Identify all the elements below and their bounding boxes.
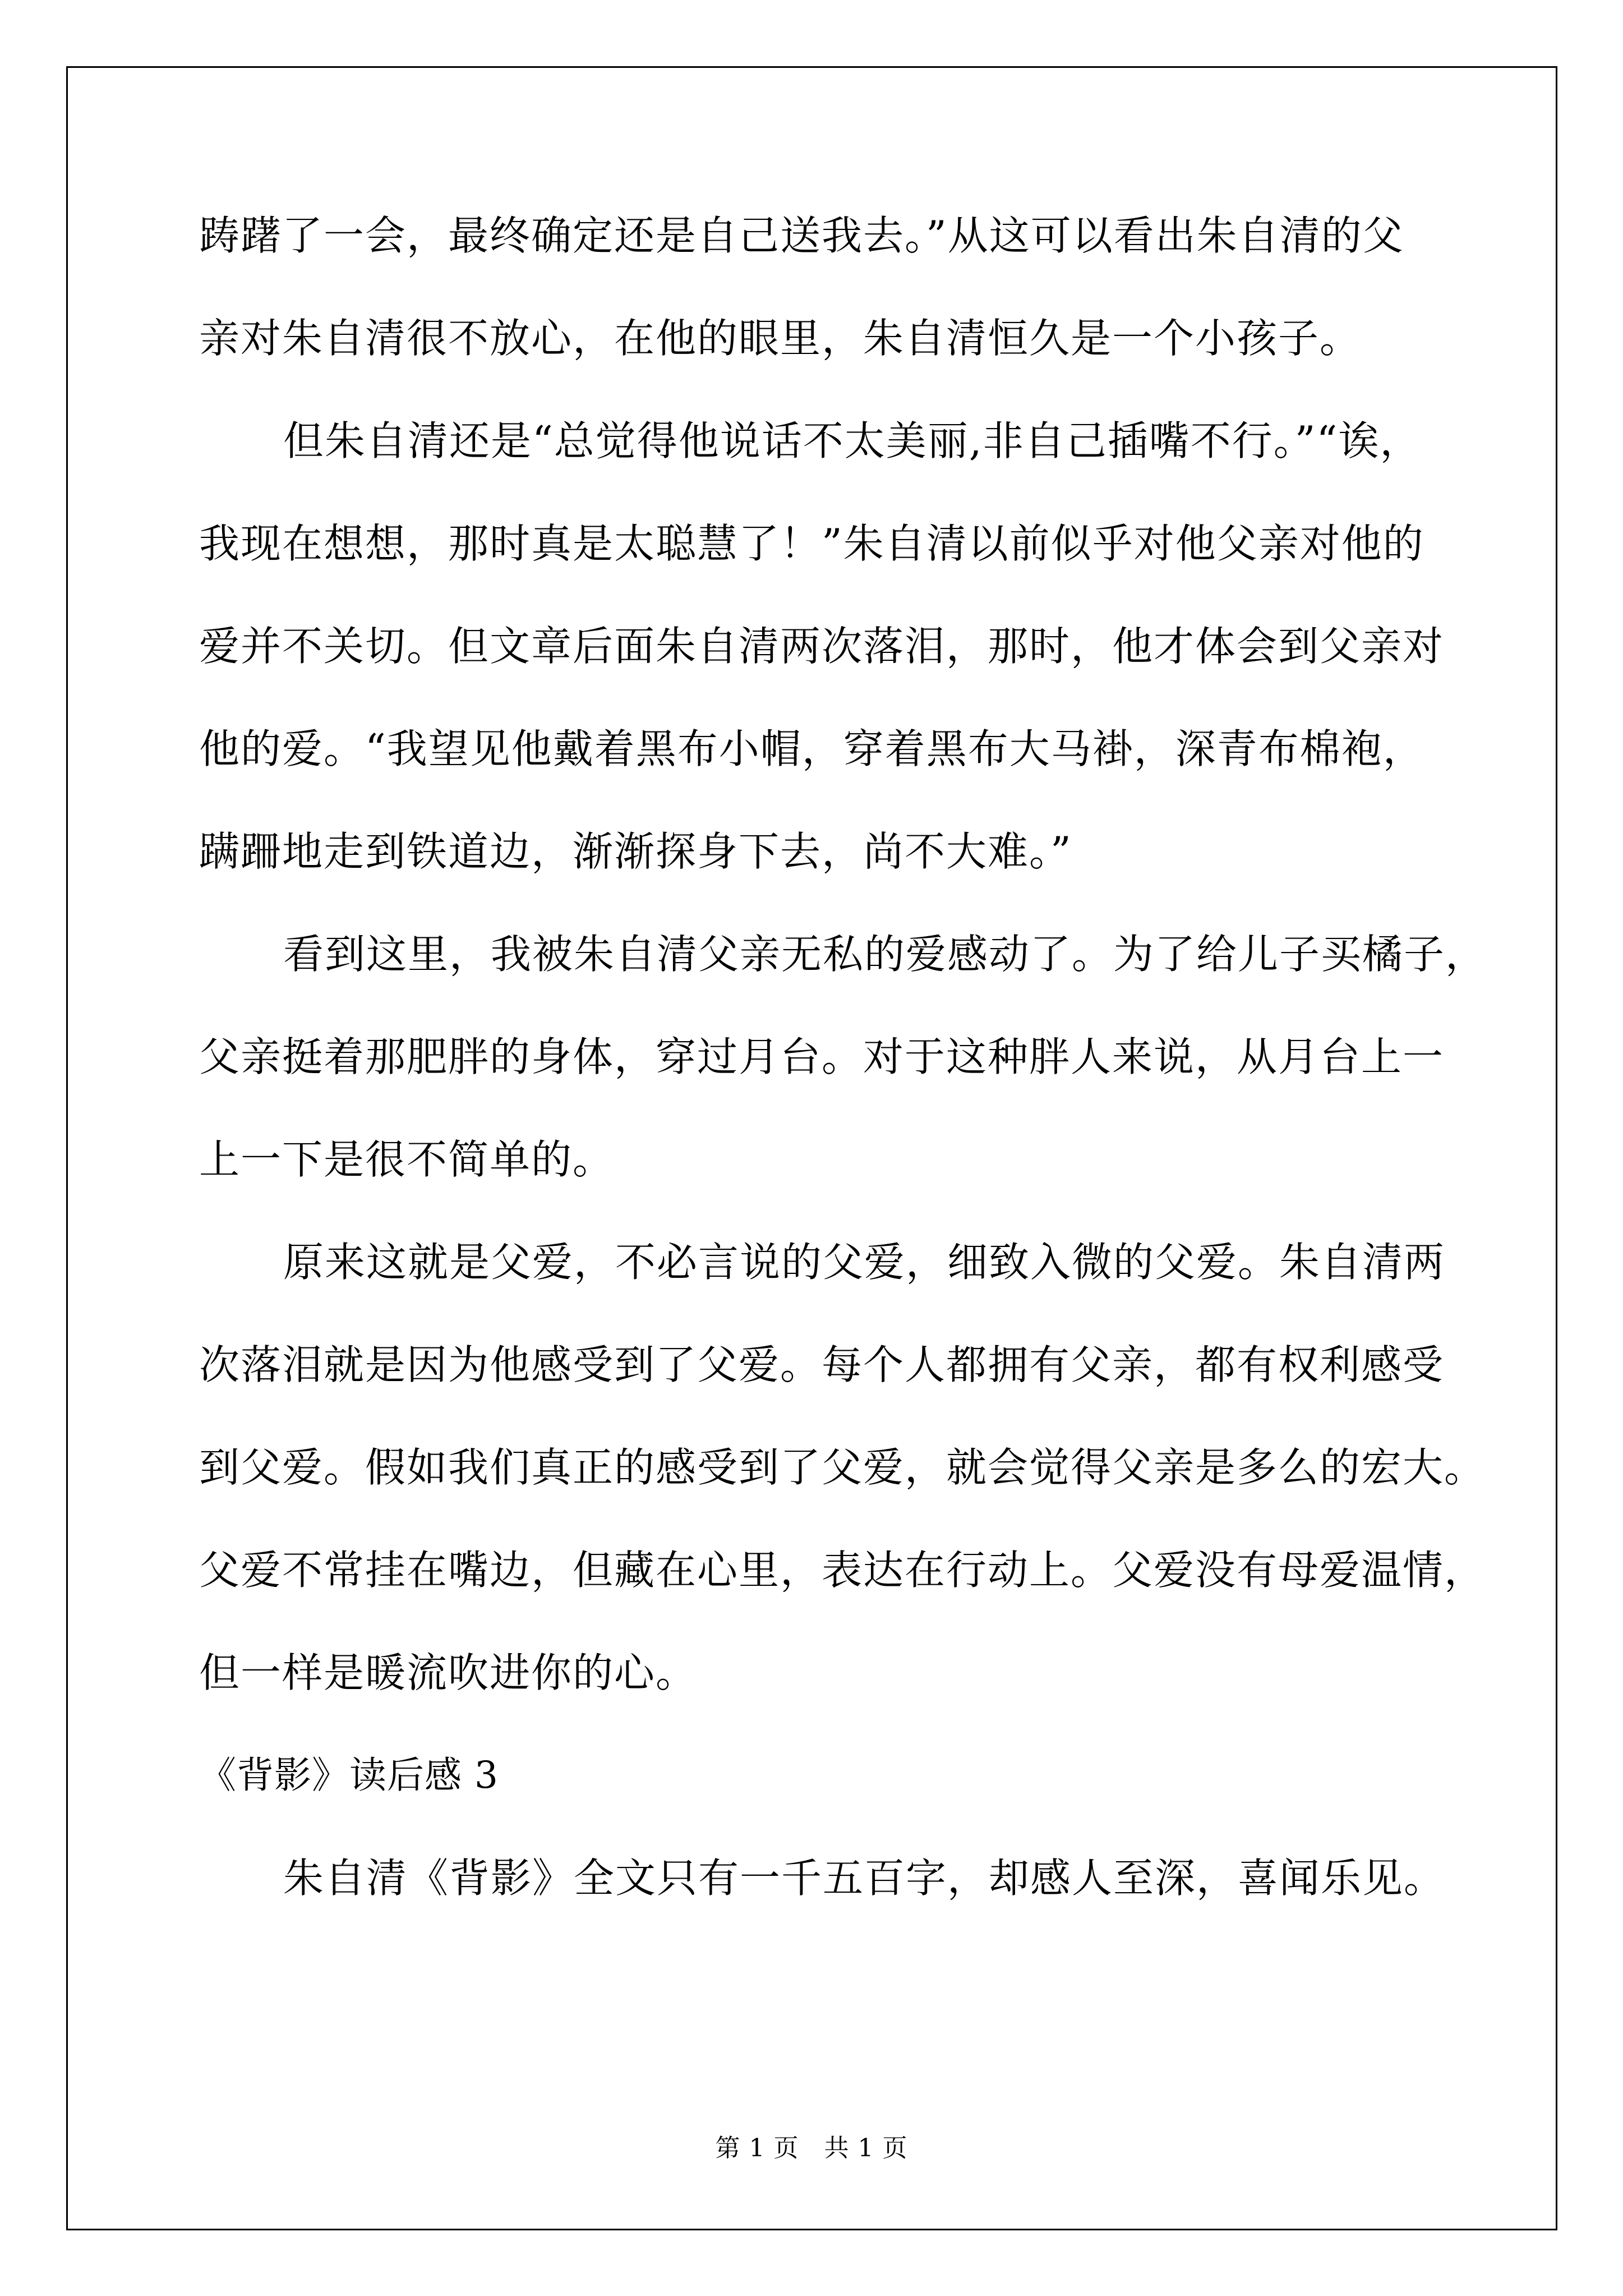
text-line: 蹒跚地走到铁道边，渐渐探身下去，尚不大难。” xyxy=(199,828,1072,875)
text-line: 我现在想想，那时真是太聪慧了！”朱自清以前似乎对他父亲对他的 xyxy=(199,520,1424,567)
text-line: 亲对朱自清很不放心，在他的眼里，朱自清恒久是一个小孩子。 xyxy=(199,315,1362,362)
page-footer: 第 1 页 共 1 页 xyxy=(715,2134,908,2162)
text-line: 父爱不常挂在嘴边，但藏在心里，表达在行动上。父爱没有母爱温情， xyxy=(199,1547,1486,1594)
text-line: 次落泪就是因为他感受到了父爱。每个人都拥有父亲，都有权利感受 xyxy=(199,1341,1445,1388)
text-line: 上一下是很不简单的。 xyxy=(199,1136,615,1183)
text-line: 原来这就是父爱，不必言说的父爱，细致入微的父爱。朱自清两 xyxy=(283,1239,1446,1286)
text-line: 朱自清《背影》全文只有一千五百字，却感人至深，喜闻乐见。 xyxy=(283,1855,1446,1902)
text-line: 踌躇了一会，最终确定还是自己送我去。”从这可以看出朱自清的父 xyxy=(199,212,1404,259)
section-heading: 《背影》读后感 3 xyxy=(199,1754,499,1797)
text-line: 但朱自清还是“总觉得他说话不太美丽,非自己插嘴不行。”“诶， xyxy=(283,417,1422,464)
text-line: 父亲挺着那肥胖的身体，穿过月台。对于这种胖人来说，从月台上一 xyxy=(199,1033,1445,1080)
text-line: 但一样是暖流吹进你的心。 xyxy=(199,1649,698,1696)
text-line: 到父爱。假如我们真正的感受到了父爱，就会觉得父亲是多么的宏大。 xyxy=(199,1444,1486,1491)
text-line: 看到这里，我被朱自清父亲无私的爱感动了。为了给儿子买橘子， xyxy=(283,931,1487,978)
text-line: 爱并不关切。但文章后面朱自清两次落泪，那时，他才体会到父亲对 xyxy=(199,623,1445,670)
text-line: 他的爱。“我望见他戴着黑布小帽，穿着黑布大马褂，深青布棉袍， xyxy=(199,725,1424,772)
